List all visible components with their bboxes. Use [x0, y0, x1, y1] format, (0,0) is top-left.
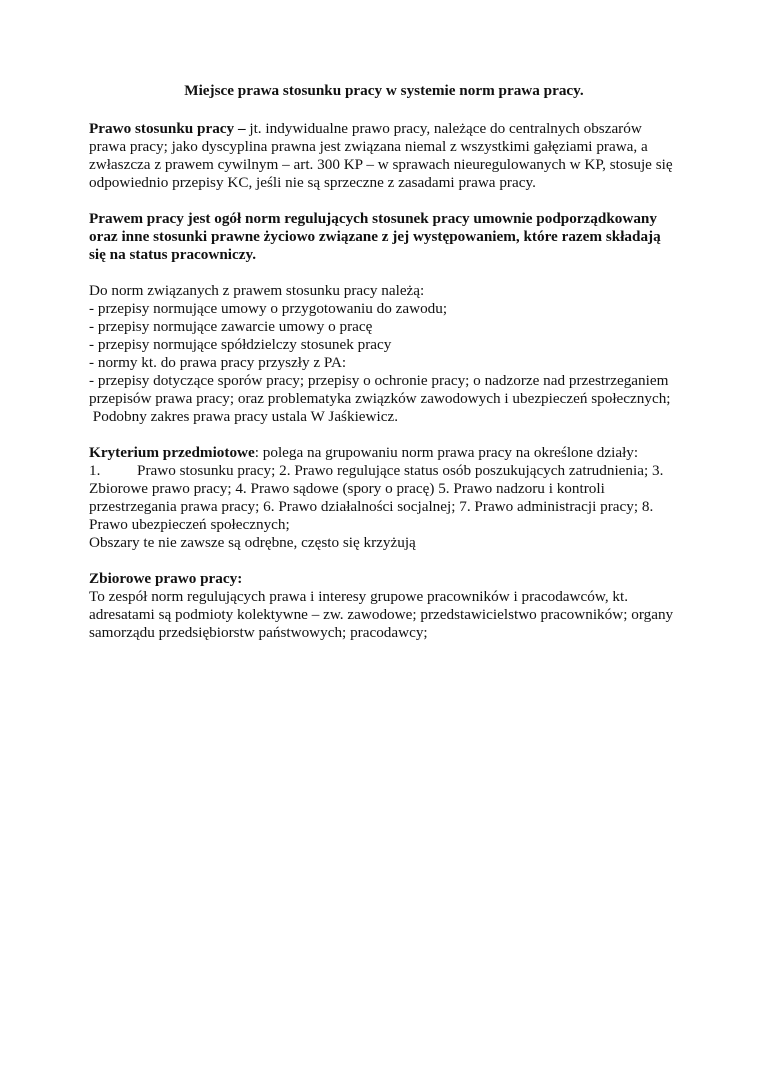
- list-item: - przepisy dotyczące sporów pracy; przepisy o ochronie pracy; o nadzorze nad przestrzeganiem przepisów prawa pracy; oraz problematyka związków zawodowych i ubezpieczeń społecznych;: [89, 372, 671, 407]
- definition-text: Prawem pracy jest ogół norm regulujących stosunek pracy umownie podporządkowany oraz inne stosunki prawne życiowo związane z jej występowaniem, które razem składają się na status pracowniczy.: [89, 210, 661, 263]
- paragraph-prawo-stosunku-pracy: [89, 120, 679, 192]
- numbered-list: [89, 462, 679, 534]
- kryterium-note: Obszary te nie zawsze są odrębne, często się krzyżują: [89, 534, 416, 551]
- list-item: - przepisy normujące zawarcie umowy o pracę: [89, 318, 373, 335]
- list-item: - przepisy normujące spółdzielczy stosunek pracy: [89, 336, 392, 353]
- list-number: 1.: [89, 462, 101, 479]
- paragraph-definition-prawa-pracy: [89, 210, 679, 264]
- kryterium-intro: : polega na grupowaniu norm prawa pracy na określone działy:: [254, 444, 639, 461]
- list-note: Podobny zakres prawa pracy ustala W Jaśkiewicz.: [89, 408, 398, 425]
- document-title: Miejsce prawa stosunku pracy w systemie norm prawa pracy.: [184, 82, 584, 99]
- paragraph-zbiorowe-prawo-pracy: [89, 570, 679, 642]
- paragraph-text: To zespół norm regulujących prawa i interesy grupowe pracowników i pracodawców, kt. adresatami są podmioty kolektywne – zw. zawodowe; przedstawicielstwo pracowników; organy samorządu przedsiębiorstw państwowych; pracodawcy;: [89, 588, 674, 641]
- term-prawo-stosunku-pracy: Prawo stosunku pracy –: [89, 120, 246, 137]
- paragraph-text: jt. indywidualne prawo pracy, należące do centralnych obszarów prawa pracy; jako dyscyplina prawna jest związana niemal z wszystkimi gałęziami prawa, a zwłaszcza z prawem cywilnym – art. 300 KP – w sprawach nieuregulowanych w KP, stosuje się odpowiednio przepisy KC, jeśli nie są sprzeczne z zasadami prawa pracy.: [89, 120, 673, 191]
- list-item: - przepisy normujące umowy o przygotowaniu do zawodu;: [89, 300, 448, 317]
- document-page: [89, 82, 679, 660]
- section-heading: Zbiorowe prawo pracy:: [89, 570, 243, 587]
- paragraph-norm-list: [89, 282, 679, 426]
- kryterium-intro-line: [89, 444, 679, 462]
- paragraph-kryterium-przedmiotowe: [89, 444, 679, 552]
- term-kryterium: Kryterium przedmiotowe: [89, 444, 255, 461]
- list-intro: Do norm związanych z prawem stosunku pracy należą:: [89, 282, 425, 299]
- numbered-list-text: Prawo stosunku pracy; 2. Prawo regulujące status osób poszukujących zatrudnienia; 3. Zbiorowe prawo pracy; 4. Prawo sądowe (spory o pracę) 5. Prawo nadzoru i kontroli przestrzegania prawa pracy; 6. Prawo działalności socjalnej; 7. Prawo administracji pracy; 8. Prawo ubezpieczeń społecznych;: [89, 462, 664, 533]
- list-item: - normy kt. do prawa pracy przyszły z PA:: [89, 354, 347, 371]
